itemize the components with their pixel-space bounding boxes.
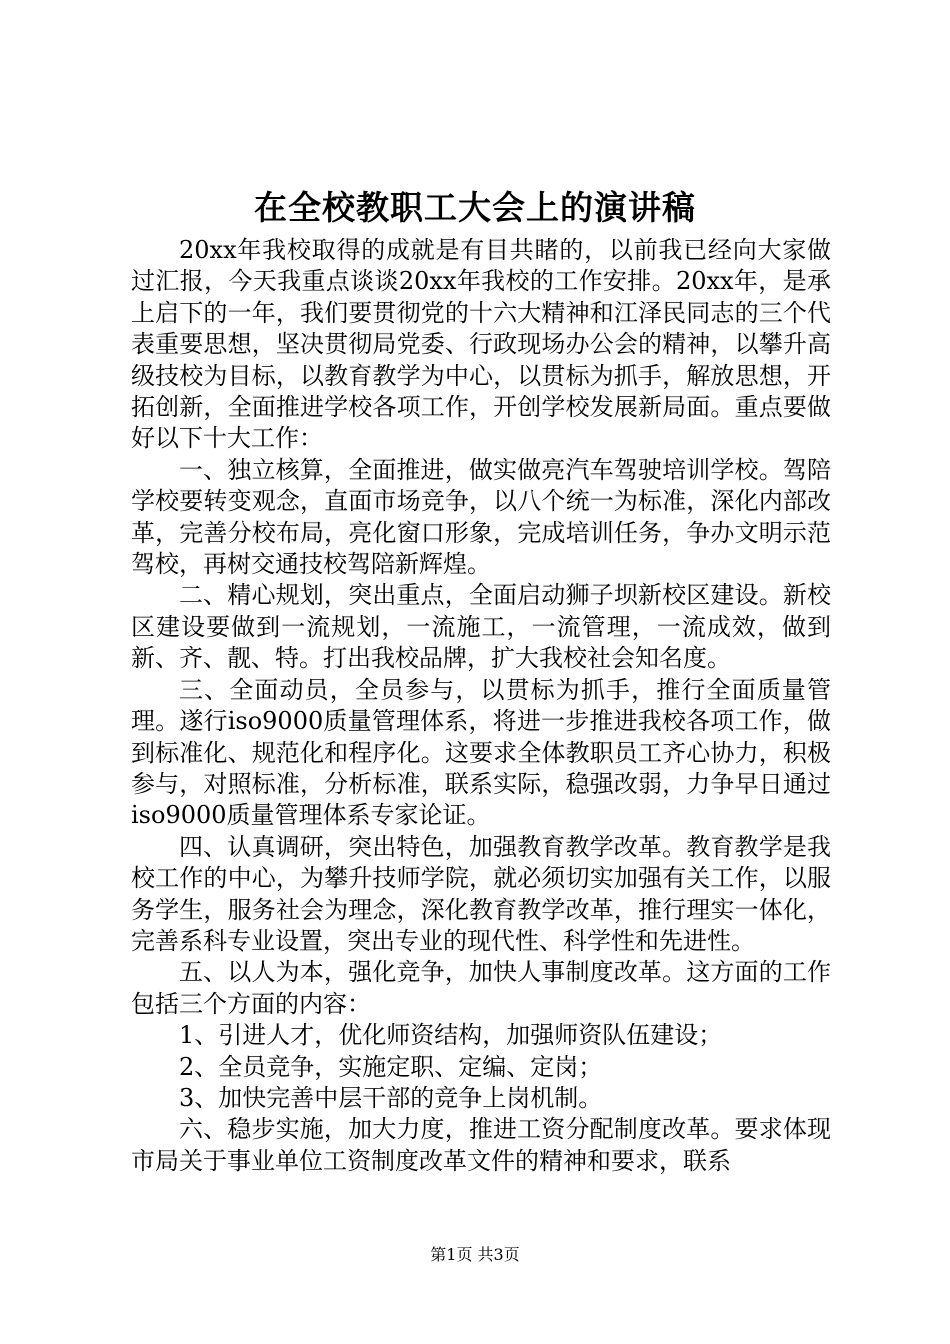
document-title: 在全校教职工大会上的演讲稿: [254, 188, 696, 227]
paragraph-item-2: 二、精心规划，突出重点，全面启动狮子坝新校区建设。新校区建设要做到一流规划，一流施工，一流管理，一流成效，做到新、齐、靓、特。打出我校品牌，扩大我校社会知名度。: [131, 581, 831, 673]
paragraph-item-1: 一、独立核算，全面推进，做实做亮汽车驾驶培训学校。驾陪学校要转变观念，直面市场竞争，以八个统一为标准，深化内部改革，完善分校布局，亮化窗口形象，完成培训任务，争办文明示范驾校，再树交通技校驾陪新辉煌。: [131, 455, 831, 579]
paragraph-item-5: 五、以人为本，强化竞争，加快人事制度改革。这方面的工作包括三个方面的内容：: [131, 958, 831, 1018]
paragraph-subitem-1: 1、引进人才，优化师资结构，加强师资队伍建设；: [179, 1021, 723, 1050]
paragraph-item-6: 六、稳步实施，加大力度，推进工资分配制度改革。要求体现市局关于事业单位工资制度改革文件的精神和要求，联系: [131, 1115, 831, 1175]
document-body: [131, 235, 831, 1177]
paragraph-intro: 20xx年我校取得的成就是有目共睹的，以前我已经向大家做过汇报，今天我重点谈谈20xx年我校的工作安排。20xx年，是承上启下的一年，我们要贯彻党的十六大精神和江泽民同志的三个代表重要思想，坚决贯彻局党委、行政现场办公会的精神，以攀升高级技校为目标，以教育教学为中心，以贯标为抓手，解放思想，开拓创新，全面推进学校各项工作，开创学校发展新局面。重点要做好以下十大工作：: [131, 236, 831, 453]
paragraph-subitem-3: 3、加快完善中层干部的竞争上岗机制。: [179, 1083, 603, 1112]
page-number-footer: 第1页 共3页: [430, 1245, 520, 1264]
paragraph-item-4: 四、认真调研，突出特色，加强教育教学改革。教育教学是我校工作的中心，为攀升技师学院，就必须切实加强有关工作，以服务学生，服务社会为理念，深化教育教学改革，推行理实一体化，完善系科专业设置，突出专业的现代性、科学性和先进性。: [131, 832, 831, 955]
paragraph-subitem-2: 2、全员竞争，实施定职、定编、定岗；: [179, 1052, 603, 1081]
paragraph-item-3: 三、全面动员，全员参与，以贯标为抓手，推行全面质量管理。遂行iso9000质量管理体系，将进一步推进我校各项工作，做到标准化、规范化和程序化。这要求全体教职员工齐心协力，积极参与，对照标准，分析标准，联系实际，稳强改弱，力争早日通过iso9000质量管理体系专家论证。: [131, 675, 831, 830]
